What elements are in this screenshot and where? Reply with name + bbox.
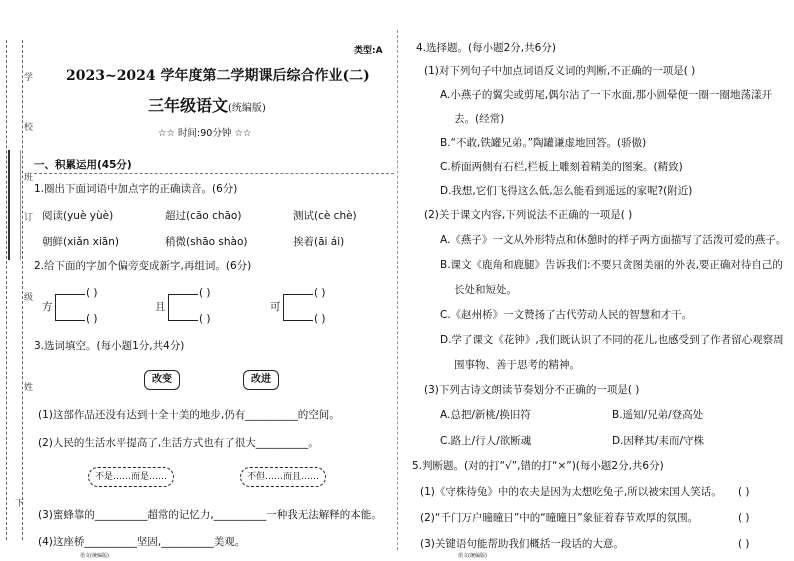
option: C.《赵州桥》一文赞扬了古代劳动人民的智慧和才干。 bbox=[440, 309, 693, 321]
option: 去。(经常) bbox=[454, 113, 505, 125]
pinyin-item: 超过(cāo chāo) bbox=[165, 210, 242, 222]
word-box-gaijin: 改进 bbox=[243, 370, 279, 390]
pinyin-item: 挨着(āi ái) bbox=[293, 236, 345, 248]
binding-line-inner bbox=[22, 40, 23, 540]
fill-sentence: (1)这部作品还没有达到十全十美的地步,仍有__________的空间。 bbox=[38, 409, 340, 421]
answer-paren: ( ) bbox=[199, 313, 211, 325]
binding-marks bbox=[8, 150, 21, 260]
binding-char: 校 bbox=[24, 123, 34, 133]
fill-sentence: (4)这座桥__________坚固,__________美观。 bbox=[38, 536, 246, 548]
option: D.我想,它们飞得这么低,怎么能看到遥远的家呢?(附近) bbox=[440, 185, 693, 197]
bracket bbox=[283, 294, 313, 295]
answer-paren: ( ) bbox=[738, 486, 750, 498]
judge-item: (2)“千门万户曈曈日”中的“曈曈日”象征着春节欢厚的氛围。 bbox=[420, 512, 699, 524]
option: 长处和短处。 bbox=[454, 284, 517, 296]
edition: (统编版) bbox=[228, 103, 266, 114]
bracket bbox=[55, 320, 85, 321]
subject-name: 三年级语文 bbox=[148, 96, 229, 115]
option: C.桥面两侧有石栏,栏板上雕刻着精美的图案。(精致) bbox=[440, 161, 683, 173]
bracket bbox=[55, 294, 85, 295]
radical-char: 且 bbox=[155, 301, 166, 313]
fill-sentence: (3)蜜蜂靠的__________超常的记忆力,__________一种我无法解释的本能。 bbox=[38, 509, 382, 521]
subquestion: (1)对下列句子中加点词语反义词的判断,不正确的一项是( ) bbox=[424, 65, 696, 77]
judge-item: (1)《守株待兔》中的农夫是因为太想吃兔子,所以被宋国人笑话。 bbox=[420, 486, 722, 498]
answer-paren: ( ) bbox=[314, 313, 326, 325]
question-4-title: 4.选择题。(每小题2分,共6分) bbox=[416, 42, 556, 54]
subquestion: (2)关于课文内容,下列说法不正确的一项是( ) bbox=[424, 209, 633, 221]
judge-item: (3)关键语句能帮助我们概括一段话的大意。 bbox=[420, 538, 624, 550]
question-5-title: 5.判断题。(对的打“√”,错的打“×”)(每小题2分,共6分) bbox=[412, 460, 664, 472]
radical-char: 方 bbox=[42, 301, 53, 313]
binding-char: 级 bbox=[24, 293, 34, 303]
binding-char: 学 bbox=[24, 73, 34, 83]
bracket bbox=[168, 294, 198, 295]
option: 围事物、善于思考的精神。 bbox=[454, 359, 580, 371]
fill-sentence: (2)人民的生活水平提高了,生活方式也有了很大__________。 bbox=[38, 437, 319, 449]
option: C.路上/行人/欲断魂 bbox=[440, 435, 532, 447]
question-3-title: 3.选词填空。(每小题1分,共4分) bbox=[34, 340, 185, 352]
question-2-title: 2.给下面的字加个偏旁变成新字,再组词。(6分) bbox=[34, 260, 252, 272]
option: A.总把/新桃/换旧符 bbox=[440, 409, 531, 421]
subject-title bbox=[148, 93, 266, 116]
answer-paren: ( ) bbox=[86, 313, 98, 325]
binding-char: 下 bbox=[15, 499, 25, 509]
bracket bbox=[55, 294, 56, 320]
binding-char: 班 bbox=[24, 173, 34, 183]
word-box-gaibian: 改变 bbox=[144, 370, 180, 390]
option: B.“不敢,铁罐兄弟。”陶罐谦虚地回答。(骄傲) bbox=[440, 137, 647, 149]
answer-paren: ( ) bbox=[738, 512, 750, 524]
option: D.因释其/耒而/守株 bbox=[612, 435, 704, 447]
pinyin-item: 稍微(shāo shào) bbox=[165, 236, 248, 248]
binding-char: 订 bbox=[24, 213, 34, 223]
option: D.学了课文《花钟》,我们既认识了不同的花儿,也感受到了作者留心观察周 bbox=[440, 334, 784, 346]
radical-char: 可 bbox=[270, 301, 281, 313]
question-1-title: 1.圈出下面词语中加点字的正确读音。(6分) bbox=[34, 183, 238, 195]
page-footer: 语文(统编版) bbox=[80, 553, 109, 559]
answer-paren: ( ) bbox=[199, 287, 211, 299]
bracket bbox=[283, 294, 284, 320]
pinyin-item: 阅读(yuè yùè) bbox=[42, 210, 114, 222]
page-title: 2023~2024 学年度第二学期课后综合作业(二) bbox=[66, 68, 370, 84]
page-divider bbox=[397, 30, 398, 550]
pinyin-item: 朝鲜(xiǎn xiān) bbox=[42, 236, 119, 248]
bracket bbox=[168, 294, 169, 320]
bracket bbox=[283, 320, 313, 321]
binding-char: 姓 bbox=[24, 383, 34, 393]
section-heading: 一、积累运用(45分) bbox=[34, 159, 132, 171]
pinyin-item: 测试(cè chè) bbox=[293, 210, 357, 222]
answer-paren: ( ) bbox=[86, 287, 98, 299]
time-info: ☆☆ 时间:90分钟 ☆☆ bbox=[158, 128, 252, 139]
subquestion: (3)下列古诗文朗读节奏划分不正确的一项是( ) bbox=[424, 384, 640, 396]
binding-line-outer bbox=[6, 40, 7, 540]
option: B.遥知/兄弟/登高处 bbox=[612, 409, 704, 421]
answer-paren: ( ) bbox=[738, 538, 750, 550]
word-box-bushi-ershi: 不是……而是…… bbox=[88, 467, 174, 487]
answer-paren: ( ) bbox=[314, 287, 326, 299]
type-label: 类型:A bbox=[354, 46, 383, 56]
section-underline bbox=[34, 173, 394, 174]
word-box-budan-erqie: 不但……而且…… bbox=[240, 467, 326, 487]
page-footer: 语文(统编版) bbox=[458, 553, 487, 559]
bracket bbox=[168, 320, 198, 321]
option: A.《燕子》一文从外形特点和休憩时的样子两方面描写了活泼可爱的燕子。 bbox=[440, 234, 787, 246]
option: A.小燕子的翼尖或剪尾,偶尔沾了一下水面,那小圆晕便一圈一圈地荡漾开 bbox=[440, 89, 773, 101]
option: B.课文《鹿角和鹿腿》告诉我们:不要只贪图美丽的外表,要正确对待自己的 bbox=[440, 259, 783, 271]
